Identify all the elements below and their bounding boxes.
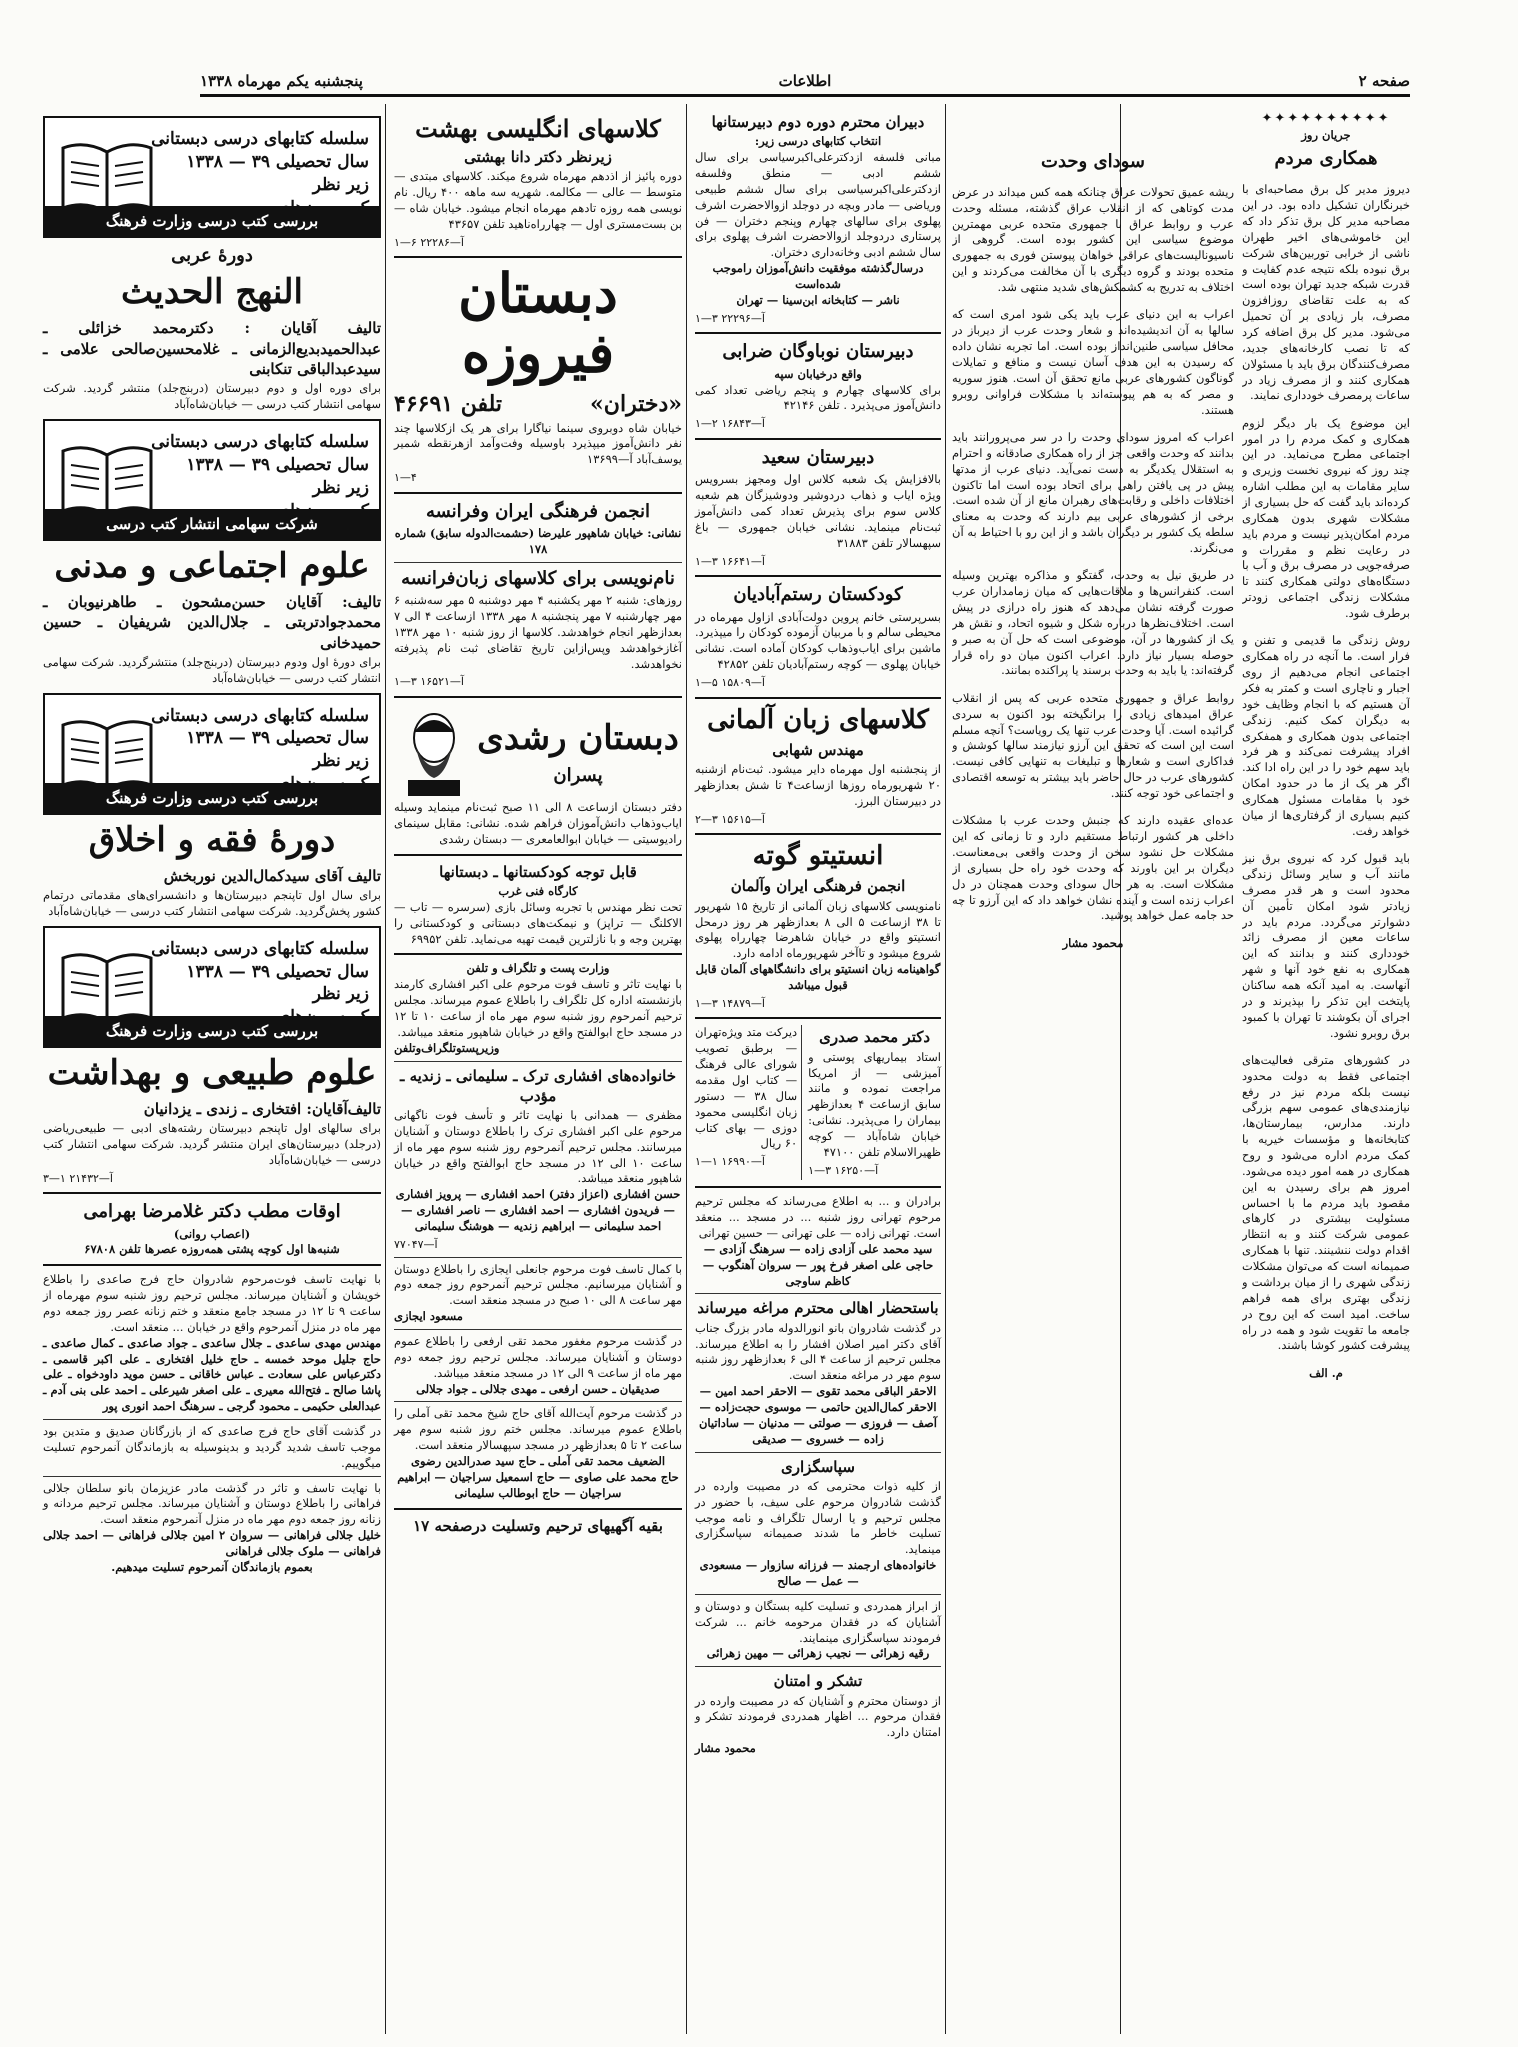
ad-phone: تلفن ۴۶۶۹۱: [394, 391, 503, 418]
divider: [394, 1257, 682, 1258]
book-authors: تالیف آقای سیدکمال‌الدین نوربخش: [163, 866, 381, 885]
ad-subtitle: «دختران»: [590, 391, 682, 418]
ad-teacher: مهندس شهابی: [772, 740, 864, 759]
ad-title: دبیرستان نوباوگان ضرابی: [722, 341, 914, 363]
book-course: دورهٔ عربی: [171, 245, 253, 266]
divider: [43, 1264, 381, 1266]
divider: [394, 492, 682, 494]
ad-body: استاد بیماریهای پوستی و آمیزشی — از امریکا مراجعت نموده و مانند سابق ازساعت ۴ بعدازظهر بیماران را می‌پذیرد. نشانی: خیابان شاه‌آباد — کوچه ظهیرالاسلام تلفن ۴۷۱۰۰: [808, 1049, 941, 1159]
banner-line: زیر نظر: [312, 174, 369, 195]
ad-body: روزهای: شنبه ۲ مهر یکشنبه ۴ مهر دوشنبه ۵ مهر سه‌شنبه ۶ مهر چهارشنبه ۷ مهر پنجشنبه ۸ مهر ۱۳۳۸ ازساعت ۴ الی ۷ بعدازظهر انجام خواهدشد. کلاسها از روز شنبه ۱۰ مهر ۱۳۳۸ آغازخواهدشد وپس‌ازاین تاریخ تقاضای ثبت نام پذیرفته نخواهد‌شد.: [394, 593, 683, 671]
clinic-hours-body: شنبه‌ها اول کوچه‌ پشتی همه‌روزه عصرها تلفن ۶۷۸۰۸: [84, 1242, 340, 1257]
banner-band: [45, 206, 379, 236]
divider: [695, 575, 941, 577]
column-hamkari: [1242, 110, 1410, 2030]
ornament: ✦✦✦✦✦✦✦✦✦✦: [1261, 111, 1391, 126]
editorial-column: [952, 110, 1410, 2030]
banner-line: بررسی کتب درسی وزارت فرهنگ: [105, 788, 319, 807]
notice-foot: بعموم بازماندگان آنمرحوم تسلیت میدهیم.: [111, 1559, 313, 1574]
column-rule: [385, 104, 386, 2034]
ad-code: آ—۲۲۲۸۶ ۶—۱: [394, 235, 464, 249]
ad-body: نشانی: خیابان شاهپور علیرضا (حشمت‌الدوله سابق) شماره ۱۷۸: [394, 526, 682, 556]
notice-names: حسن افشاری (اعزاز دفتر) احمد افشاری — پرویز افشاری — فریدون افشاری — احمد افشاری — ناصر افشاری — احمد سلیمانی — ابراهیم زندیه — هوشنگ سلیمانی: [395, 1187, 681, 1234]
ad-subtitle: واقع درخیابان سپه: [774, 366, 862, 381]
ad-body: دوره پائیز از اذدهم مهرماه شروع میکند. کلاسهای مبتدی — متوسط — عالی — مکالمه. شهریه سه ماهه ۴۰۰ ریال. نام نویسی همه روزه تادهم مهرماه انجام میشود. خیابان شاه — بن بست‌مستری اول — چهارراه‌ناهید تلفن ۴۳۶۵۷: [394, 169, 683, 232]
banner-line: سلسله کتابهای درسی دبستانی: [151, 938, 369, 959]
paragraph: اعراب به این دنیای عرب باید یکی شود امری است که سالها به آن اندیشیده‌اند و شعار وحدت عرب از دیرباز در محافل سیاسی طنین‌انداز بوده است. اما تجربه نشان داده که رسیدن به این هدف آسان نیست و منافع و تمایلات گوناگون کشورهای عربی مانع تحقق آن است. هنوز سوریه و مصر که به هم پیوسته‌اند با مشکلات فراوانی روبرو هستند.: [952, 307, 1234, 417]
banner-line: سال تحصیلی ۳۹ — ۱۳۳۸: [186, 151, 369, 172]
notice-title: خانواده‌های افشاری ترک ـ سلیمانی ـ زندیه ـ مؤدب: [399, 1066, 677, 1105]
banner-line: سلسله کتابهای درسی دبستانی: [151, 705, 369, 726]
notice-body: با نهایت تاثر و تاسف فوت مرحوم علی اکبر افشاری کارمند بازنشسته اداره کل تلگراف را باطلاع عموم میرساند. مجلس ترحیم آنمرحوم روز شنبه سوم مهر ماه از ساعت ۱۰ تا ۱۲ در مسجد حاج ابوالفتح واقع در خیابان شاهپور منعقد میباشد.: [394, 977, 683, 1039]
divider: [43, 1192, 381, 1194]
divider: [394, 1061, 682, 1062]
notice-names: الاحقر الباقی محمد تقوی — الاحقر احمد امین — الاحقر کمال‌الدین حاتمی — موسوی حجت‌زاده — آصف — فروزی — صولتی — مدنیان — ساداتیان زاده — خسروی — صدیقی: [698, 1384, 937, 1446]
ad-code: آ—۱۵۶۱۵ ۳—۲: [695, 812, 765, 826]
ad-note: درسال‌گذشته موفقیت دانش‌آموزان رامو‌جب شده‌است: [712, 261, 924, 291]
paragraph: اعراب که امروز سودای وحدت را در سر می‌پرورانند باید بدانند که وحدت واقعی جز از راه همکاری صادقانه و احترام به استقلال یکدیگر به دست نمی‌آید. دنیای عرب از مدتها پیش در پی یافتن راهی برای اتحاد بوده است اما تاکنون اختلافات داخلی و رقابت‌های رهبران مانع از آن شده است. برخی از کشورهای عربی بیم دارند که وحدت به معنای سلطه یک کشور بر دیگران باشد و از این رو با احتیاط به آن می‌نگرند.: [952, 429, 1234, 555]
founder-portrait-icon: [394, 704, 474, 800]
divider: [695, 833, 941, 835]
notice-title: مسعود ایجازی: [394, 1309, 463, 1324]
divider: [394, 854, 682, 856]
notice-sign: وزیرپستوتلگراف‌وتلفن: [394, 1040, 500, 1055]
ad-row: [695, 1025, 941, 1180]
notice-names: خانواده‌های ارجمند — فرزانه سازوار — مسعودی — عمل — صالح: [699, 1558, 937, 1589]
notice-title: وزارت پست و تلگراف و تلفن: [466, 961, 610, 976]
banner-line: سال تحصیلی ۳۹ — ۱۳۳۸: [186, 961, 369, 982]
ad-body: مبانی فلسفه ازدکترعلی‌اکبرسیاسی برای سال ششم ادبی — منطق وفلسفه ازدکترعلی‌اکبرسیاسی برای سال ششم طبیعی وریاضی — مادر وبچه در دوجلد ازوالاحضرت اشرف پهلوی برای سالهای چهارم وپنجم دختران — فن پرستاری دردوجلد ازوالاحضرت اشرف پهلوی برای سال ششم ادبی وخانه‌داری دختران.: [695, 150, 941, 260]
notice-names: حاج محمد علی صاوی — حاج اسمعیل سراجیان — ابراهیم سراجیان — حاج ابوطالب سلیمانی: [397, 1469, 679, 1500]
divider: [43, 1419, 381, 1420]
ad-code: آ—۱۶۹۹۰ ۱—۱: [695, 1155, 765, 1169]
clinic-hours-title: اوقات مطب دکتر غلامرضا بهرامی: [83, 1201, 341, 1223]
banner-line: شرکت سهامی انتشار کتب درسی: [106, 514, 318, 533]
column-vahdat: [952, 110, 1234, 2030]
divider: [394, 1401, 682, 1402]
notice-names: خلیل جلالی فراهانی — سروان ۲ امین جلالی فراهانی — احمد جلالی فراهانی — ملوک جلالی فراهانی: [43, 1528, 381, 1558]
notice-body: برادران و ... به اطلاع می‌رساند که مجلس ترحیم مرحوم تهرانی روز شنبه ... در مسجد ... منعقد است. تهرانی زاده — علی تهرانی — حسین تهرانی: [695, 1194, 941, 1241]
notice-title: تشکر و امتنان: [773, 1672, 863, 1691]
notice-body: با نهایت تاسف فوت‌مرحوم شادروان حاج فرج صاعدی را باطلاع خویشان و آشنایان میرساند. مجلس ترحیم روز شنبه سوم مهرماه از ساعت ۹ تا ۱۲ در مسجد جامع منعقد و ختم زنانه عصر روز جمعه دوم مهر ماه در منزل آنمرحوم واقع در خیابان ... منعقد است.: [43, 1272, 381, 1334]
column-rule: [945, 104, 946, 2034]
divider: [695, 1293, 941, 1294]
column-rule: [686, 104, 687, 2034]
divider: [695, 1452, 941, 1453]
book-title: دورهٔ فقه و اخلاق: [88, 819, 336, 860]
ads-notices-column: [391, 110, 685, 2030]
school-ads-column: [692, 110, 944, 2030]
ad-title: نام‌نویسی برای کلاسهای زبان‌فرانسه: [401, 567, 675, 589]
notice-body: در گذشت شادروان بانو انورالدوله مادر بزرگ جناب آقای دکتر امیر اصلان افشار را به اطلاع میرساند. مجلس ترحیم از ساعت ۴ الی ۶ بعدازظهر روز شنبه سوم مهر در مراغه منعقد است.: [695, 1320, 941, 1383]
divider: [43, 1476, 381, 1477]
ad-title: کودکستان رستم‌آبادیان: [733, 584, 903, 606]
divider: [695, 697, 941, 699]
ad-body: دفتر دبستان ازساعت ۸ الی ۱۱ صبح ثبت‌نام مینماید وسیله ایاب‌وذهاب دانش‌آموزان فراهم شده. نشانی: مقابل سینمای رادیوسیتی — خیابان ابوالعامعری — دبستان رشدی: [394, 800, 682, 846]
paragraph: در طریق نیل به وحدت، گفتگو و مذاکره بهترین وسیله است. کنفرانس‌ها و ملاقات‌هایی که میان زمامداران عرب صورت گرفته نشان می‌دهد که هنوز راه درازی در پیش است. اختلاف‌نظرها درباره شکل و شیوه اتحاد، و نقش هر یک از کشورها در آن، موضوعی است که حل آن به صبر و حوصله بسیار نیاز دارد. اعراب اکنون میان دو راه قرار گرفته‌اند: یا باید به وحدت برسند یا پراکنده بمانند.: [952, 568, 1234, 678]
ad-code: آ—۱۵۸۰۹ ۵—۱: [695, 676, 765, 690]
ad-body: خیابان شاه دوبروی سینما نیاگارا برای هر یک ازکلاسها چند نفر دانش‌آموز میپذیرد باوسیله وفت‌وآمد ازهرنقطه شمیر یوسف‌آباد آ—۱۳۶۹۹: [394, 420, 682, 467]
paragraph: ریشه عمیق تحولات عراق چنانکه همه کس میداند در عرض مدت کوتاهی که از انقلاب عراق گذشته، مسئله وحدت عرب و روابط عراق با جمهوری متحده عربی مهمترین موضوع سیاسی این کشور بوده است. گروهی از ناسیونالیست‌های عراقی خواهان پیوستن فوری به جمهوری متحده بودند و گروه دیگری با آن مخالفت می‌کردند و این اختلاف به تدریج به کشمکش‌های شدید منتهی شد.: [952, 184, 1234, 295]
notice-body: با کمال تاسف فوت مرحوم جانعلی ایجازی را باطلاع دوستان و آشنایان میرسانیم. مجلس ترحیم آنمرحوم روز جمعه دوم مهر ساعت ۸ الی ۱۰ صبح در مسجد منعقد است.: [394, 1261, 682, 1308]
ad-subtitle: پسران: [553, 765, 603, 787]
ad-code: آ—۱۶۵۲۱ ۳—۱: [394, 675, 464, 689]
divider: [695, 1017, 941, 1019]
page-header: [200, 70, 1410, 97]
publisher-banner: [43, 419, 381, 541]
ad-code: آ—۱۴۸۷۹ ۳—۱: [695, 996, 765, 1010]
notice-body: از ابراز همدردی و تسلیت کلیه بستگان و دوستان و آشنایان که در فقدان مرحومه خانم ... شرکت فرمودند سپاسگزاری مینمایند.: [695, 1598, 941, 1645]
publisher-banner: [43, 693, 381, 815]
clinic-specialty: (اعصاب روانی): [173, 1226, 251, 1241]
ad-code: آ—۲۲۲۹۶ ۳—۱: [695, 311, 765, 325]
ad-title: انستیتو گوته: [752, 841, 884, 872]
banner-line: زیر نظر: [312, 477, 369, 498]
ad-title: دبستان رشدی: [477, 718, 679, 759]
divider: [394, 1508, 682, 1510]
ad-title: دبستان فیروزه: [458, 261, 618, 385]
signature: محمود مشار: [1062, 935, 1124, 950]
divider: [695, 1666, 941, 1667]
ad-code: آ—۱۶۶۴۱ ۳—۱: [695, 554, 765, 568]
book-authors: تالیف: آقایان حسن‌مشحون ـ طاهرنیوبان ـ محمدجوادتربتی ـ جلال‌الدین شریفیان ـ حسین حمیدخانی: [43, 593, 381, 652]
notice-body: از دوستان محترم و آشنایان که در مصیبت وارده در فقدان مرحوم ... اظهار همدردی فرمودند تشکر و امتنان دارد.: [695, 1693, 941, 1740]
notice-body: با نهایت تاسف و تاثر در گذشت مادر عزیزمان بانو سلطان جلالی فراهانی را باطلاع دوستان و آشنایان میرساند. مجلس ترحیم مردانه و زنانه روز جمعه دوم مهر ماه در منزل آنمرحوم منعقد است.: [43, 1480, 381, 1527]
ad-body: نامنویسی کلاسهای زبان آلمانی از تاریخ ۱۵ شهریور تا ۳۸ ازساعت ۵ الی ۸ بعدازظهر هر روز درمحل انستیتو واقع در خیابان شاهرضا چهارراه پهلوی شروع میشود و تاآخر شهریورماه ادامه دارد.: [695, 898, 941, 961]
ad-body: بسرپرستی خانم پروین دولت‌آبادی ازاول مهرماه در محیطی سالم و با مربیان آزموده کودکان را میپذیرد. ماشین برای ایاب‌وذهاب کودکان آماده است. نشانی خیابان پهلوی — کوچه رستم‌آبادیان تلفن ۴۲۸۵۲: [695, 609, 941, 672]
paragraph: روابط عراق و جمهوری متحده عربی که پس از انقلاب عراق امیدهای زیادی را برانگیخته بود اکنون به سردی گرائیده است. آیا وحدت عرب تنها یک رویاست؟ آنچه مسلم است این است که تحقق این آرزو نیازمند سالها کوشش و فداکاری است و شعارها و تبلیغات به تنهایی کافی نیست. کشورهای عرب در حال حاضر باید بیشتر به توسعه اقتصادی و اجتماعی خود توجه کنند.: [952, 690, 1234, 800]
ad-subtitle: انتخاب کتابهای درسی زیر:: [754, 134, 882, 149]
notice-body: مظفری — همدانی با نهایت تاثر و تأسف فوت ناگهانی مرحوم علی اکبر افشاری ترک را باطلاع دوستان و آشنایان میرسانند. مجلس ترحیم آنمرحوم روز شنبه سوم مهر ماه از ساعت ۱۰ الی ۱۲ در مسجد حاج ابوالفتح واقع در خیابان شاهپور منعقد میباشد.: [394, 1108, 682, 1186]
banner-line: بررسی کتب درسی وزارت فرهنگ: [105, 1021, 319, 1040]
book-title: علوم اجتماعی و مدنی: [54, 545, 370, 586]
signature: م. الف: [1309, 1365, 1343, 1380]
banner-line: سلسله کتابهای درسی دبستانی: [151, 431, 369, 452]
book-ad: [695, 1025, 802, 1180]
ad-title: انجمن فرهنگی ایران وفرانسه: [425, 500, 651, 522]
paper-name: اطلاعات: [778, 72, 832, 90]
ad-title: دکتر محمد صدری: [819, 1028, 931, 1047]
banner-line: بررسی کتب درسی وزارت فرهنگ: [105, 212, 319, 230]
notice-title: الضعیف محمد تقی آملی ـ حاج سید صدرالدین رضوی: [410, 1453, 666, 1468]
book-title: علوم طبیعی و بهداشت: [47, 1052, 377, 1093]
divider: [394, 1329, 682, 1330]
ad-code: ۱—۴: [394, 471, 417, 485]
divider: [695, 438, 941, 440]
book-authors: تالیف‌آقایان: افتخاری ـ زندی ـ یزدانیان: [143, 1099, 381, 1118]
book-authors: تالیف آقایان : دکترمحمد خزائلی ـ عبدالحمیدبدیع‌الزمانی ـ غلامحسین‌صالحی علامی ـ سیدعبدالباقی تنکابنی: [43, 319, 381, 378]
banner-band: [45, 509, 379, 539]
paragraph: دیروز مدیر کل برق مصاحبه‌ای با خبرنگاران تشکیل داده بود. در این مصاحبه مدیر کل برق تذکر داد که این خاموشی‌های اخیر طهران ناشی از خرابی توربین‌های شرکت برق نبوده بلکه نتیجه عدم کفایت و قدرت شبکه جدید تهران بوده است که به علت تقاضای روزافزون مصرف، بار زیادی بر آن تحمیل می‌شود. مدیر کل برق اضافه کرد که تا نصب کارخانه‌های جدید، مصرف‌کنندگان برق باید با مسئولان همکاری کنند و از مصرف زیاد در ساعات پرمصرف خودداری نمایند.: [1242, 182, 1410, 403]
ad-subtitle: انجمن فرهنگی ایران وآلمان: [730, 877, 906, 896]
book-body: برای سال اول تاپنجم دبیرستان‌ها و دانشسرای‌های مقدماتی درتمام کشور پخش‌گردید. شرکت سهامی انتشار کتب درسی — خیابان‌شاه‌آباد: [43, 887, 381, 918]
ad-code: آ—۲۱۴۳۲ ۱—۳: [43, 1171, 113, 1185]
ad-title: کلاسهای انگلیسی بهشت: [415, 114, 661, 143]
publisher-banner: [43, 926, 381, 1048]
ad-body: بالافزایش یک شعبه کلاس اول ومجهز بسرویس ویژه ایاب و ذهاب دردوشیر ودوشیزگان هم شعبه کلاس سوم برای پذیرش تعداد کمی دانش‌آموز ثبت‌نام مینماید. نشانی خیابان جمهوری — باغ سپهسالار تلفن ۳۱۸۸۳: [695, 472, 941, 550]
divider: [394, 256, 682, 258]
headline-hamkari: همکاری مردم: [1274, 148, 1378, 170]
ad-publisher: ناشر — کتابخانه ابن‌سینا — تهران: [736, 292, 900, 307]
book-body: برای دوره اول و دوم دبیرستان (دربنج‌جلد) منتشر گردید. شرکت سهامی انتشار کتب درسی — خیابان‌شاه‌آباد: [43, 381, 381, 412]
divider: [394, 696, 682, 698]
paragraph: عده‌ای عقیده دارند که جنبش وحدت عرب با مشکلات داخلی هر کشور ارتباط مستقیم دارد و تا زمانی که این مشکلات حل نشود سخن از وحدت واقعی بی‌معناست. دیگران بر این باورند که وحدت خود راه حل بسیاری از مشکلات است. به هر حال سودای وحدت همچنان در دل اعراب زنده است و آینده نشان خواهد داد که این آرزو تا چه حد جامه عمل خواهد پوشید.: [952, 813, 1234, 923]
notice-body: در گذشت مرحوم آیت‌الله آقای حاج شیخ محمد تقی آملی را باطلاع عموم میرساند. مجلس ختم روز شنبه سوم مهر ساعت ۲ تا ۵ بعدازظهر در مسجد سپهسالار منعقد است.: [394, 1406, 682, 1453]
banner-line: سال تحصیلی ۳۹ — ۱۳۳۸: [186, 728, 369, 749]
notice-title: باستحضار اهالی محترم مراغه میرساند: [697, 1299, 939, 1318]
banner-line: زیر نظر: [312, 751, 369, 772]
textbook-ads-column: [40, 110, 384, 2030]
ad-body: دیرکت متد ویژه‌تهران — برطبق تصویب شورای عالی فرهنگ — کتاب اول مقدمه سال ۳۸ — دستور زبان انگلیسی محمود دوزی — بهای کتاب ۶۰ ریال: [695, 1025, 798, 1151]
ad-title: کلاسهای زبان آلمانی: [707, 704, 929, 735]
ad-body: تحت نظر مهندس با تجربه وسائل بازی (سرسره — تاب — الاکلنگ — تراپز) و نیمکت‌های دبستانی و کودکستانی را بهترین وجه و با نازلترین قیمت تهیه می‌نماید. تلفن ۶۹۹۵۲: [394, 899, 682, 946]
banner-line: سال تحصیلی ۳۹ — ۱۳۳۸: [186, 454, 369, 475]
paragraph: در کشورهای مترقی فعالیت‌های اجتماعی فقط به دولت محدود نیست بلکه مردم نیز در رفع نیازمندی‌های عمومی سهم بزرگی دارند. مدارس، بیمارستان‌ها، کتابخانه‌ها و مؤسسات خیریه با کمک مردم اداره می‌شود و روح همکاری در همه امور دیده می‌شود. امروز هم برای رسیدن به این مقصود باید مردم ما با احساس مسئولیت بیشتری در کارهای عمومی شرکت کنند و به انتظار اقدام دولت ننشینند. تنها با همکاری صمیمانه است که می‌توان مشکلات زندگی شهری را از میان برداشت و زندگی بهتری برای همه فراهم ساخت. امید است که این روح در جامعه ما تقویت شود و همه در راه پیشرفت کشور کوشا باشند.: [1242, 1052, 1410, 1353]
ad-note: گواهینامه زبان انستیتو برای دانشگاههای آلمان قابل قبول میباشد: [695, 962, 941, 992]
notice-code: آ—۷۷۰۴۷: [394, 1237, 438, 1251]
banner-line: سلسله کتابهای درسی دبستانی: [151, 129, 369, 149]
doctor-ad: [808, 1025, 941, 1180]
notice-title: صدیقیان ـ حسن ارفعی ـ مهدی جلالی ـ جواد جلالی: [416, 1381, 660, 1396]
page-number: صفحه ۲: [1358, 72, 1410, 90]
headline-vahdat: سودای وحدت: [1041, 151, 1145, 172]
divider: [695, 1594, 941, 1595]
ad-subtitle: زیرنظر دکتر دانا بهشتی: [464, 148, 612, 167]
notice-body: در گذشت مرحوم مغفور محمد تقی ارفعی را باطلاع عموم دوستان و آشنایان میرساند. مجلس ترحیم روز جمعه دوم مهر ماه از ساعت ۹ الی ۱۲ در مسجد منعقد میباشد.: [394, 1333, 682, 1380]
notice-body: از کلیه ذوات محترمی که در مصیبت وارده در گذشت شادروان مرحوم علی سیف، با حضور در مجلس ترحیم و یا ارسال تلگراف و نامه موجب تسلیت خاطر ما شدند صمیمانه سپاسگزاری مینماید.: [695, 1478, 941, 1557]
ad-title: دبیرستان سعید: [761, 446, 875, 468]
divider: [695, 1186, 941, 1188]
rushdi-text: [474, 713, 682, 790]
notice-names: رقیه زهرائی — نجیب زهرائی — مهین زهرائی: [706, 1646, 930, 1661]
ad-body: برای کلاسهای چهارم و پنجم ریاضی تعداد کمی دانش‌آموز می‌پذیرد . تلفن ۴۲۱۴۶: [695, 382, 941, 413]
paragraph: روش زندگی ما قدیمی و تفنن و فرار است. ما آنچه در راه همکاری اجتماعی انجام می‌دهیم از روی اجبار و ناچاری است و کمتر به فکر آن هستیم که با انجام وظایف خود به دیگران کمک کنیم. زندگی اجتماعی بدون همکاری و همفکری افراد پیشرفت نمی‌کند و هر فرد باید سهم خود را در این راه ادا کند. اگر هر یک از ما در حدود امکان خود با مقامات مسئول همکاری کنیم بسیاری از گرفتاری‌ها از میان خواهد رفت.: [1242, 633, 1410, 838]
ad-code: آ—۱۶۸۴۳ ۲—۱: [695, 417, 765, 431]
ad-title: دبیران محترم دوره دوم دبیرستانها: [711, 113, 925, 131]
book-title: النهج الحدیث: [121, 272, 303, 313]
continued-note: بقیه آگهیهای ترحیم وتسلیت درصفحه ۱۷: [413, 1516, 663, 1535]
rushdi-ad: [394, 704, 682, 800]
banner-line: زیر نظر: [312, 984, 369, 1005]
notice-title: سپاسگزاری: [781, 1457, 855, 1476]
notice-names: سید محمد علی آزادی زاده — سرهنگ آزادی — حاجی علی اصغر فرخ پور — سروان آهنگوب — کاظم ساوجی: [702, 1241, 934, 1288]
divider: [394, 562, 682, 563]
paragraph: این موضوع یک بار دیگر لزوم همکاری و کمک مردم را در امور اجتماعی مطرح می‌نماید. در این چند روز که نیروی نخست وزیری و سایر مقامات به این مطلب اشاره کرده‌اند باید گفت که حل بسیاری از مشکلات شهری بدون همکاری مردم امکان‌پذیر نیست و مردم باید در رعایت نظم و مقررات و صرفه‌جویی در مصرف برق و آب با دستگاه‌های دولتی همکاری کنند تا مشکلات زندگی اجتماعی زودتر برطرف شود.: [1242, 415, 1410, 621]
issue-date: پنجشنبه یکم مهرماه ۱۳۳۸: [200, 72, 363, 90]
divider: [394, 953, 682, 955]
ad-meta: [394, 389, 682, 420]
notice-names: محمود مشار: [695, 1741, 756, 1756]
ad-code: آ—۱۶۲۵۰ ۳—۱: [808, 1163, 879, 1177]
publisher-banner: [43, 116, 381, 238]
banner-band: [45, 783, 379, 813]
divider: [695, 332, 941, 334]
ad-body: از پنجشنبه اول مهرماه دایر میشود. ثبت‌نام ازشنبه ۲۰ شهریورماه روزها ازساعت۴ تا شش بعدازظهر در دبیرستان البرز.: [695, 762, 941, 808]
notice-body: در گذشت آقای حاج فرج صاعدی که از بازرگانان صدیق و متدین بود موجب تاسف شدید گردید و بدینوسیله به بازماندگان آنمرحوم تسلیت میگوییم.: [43, 1423, 381, 1470]
banner-band: [45, 1016, 379, 1046]
ad-subtitle: کارگاه فنی غرب: [498, 883, 578, 898]
book-body: برای دورهٔ اول ودوم دبیرستان (دربنج‌جلد) منتشرگردید. شرکت سهامی انتشار کتب درسی — خیابان‌شاه‌آباد: [43, 654, 381, 685]
paragraph: باید قبول کرد که نیروی برق نیز مانند آب و سایر وسائل زندگی محدود است و هر قدر مصرف زیادتر شود امکان تأمین آن دشوارتر می‌گردد. مردم باید در ساعات معین از مصرف زائد خودداری کنند و بدانند که این همکاری به نفع خود آنها و شهر آنهاست. به امید آنکه همه ساکنان پایتخت این تذکر را بپذیرند و در اجرای آن بکوشند تا تهران با کمبود برق روبرو نشود.: [1242, 851, 1410, 1040]
ad-title: قابل توجه کودکستانها ـ دبستانها: [439, 862, 637, 881]
column-label: جریان روز: [1301, 128, 1351, 143]
notice-names: مهندس مهدی ساعدی ـ جلال ساعدی ـ جواد صاعدی ـ کمال صاعدی ـ حاج جلیل موحد خمسه ـ حاج خلیل افتخاری ـ علی اکبر قاسمی ـ دکترعباس علی سعادت ـ عباس خاقانی ـ حسن موید داودخواه ـ علی پاشا صالح ـ فتح‌الله معیری ـ علی اصغر شیرعلی ـ احمد علی بنی آدم ـ عبدالعلی حکیمی ـ محمود گرجی ـ سرهنگ احمد انوری پور: [43, 1335, 381, 1414]
book-body: برای سالهای اول تاپنجم دبیرستان رشته‌های ادبی — طبیعی‌ریاضی (درجلد) دبیرستان‌های ایران منتشر گردید. شرکت سهامی انتشار کتب درسی — خیابان‌شاه‌آباد: [43, 1120, 381, 1167]
